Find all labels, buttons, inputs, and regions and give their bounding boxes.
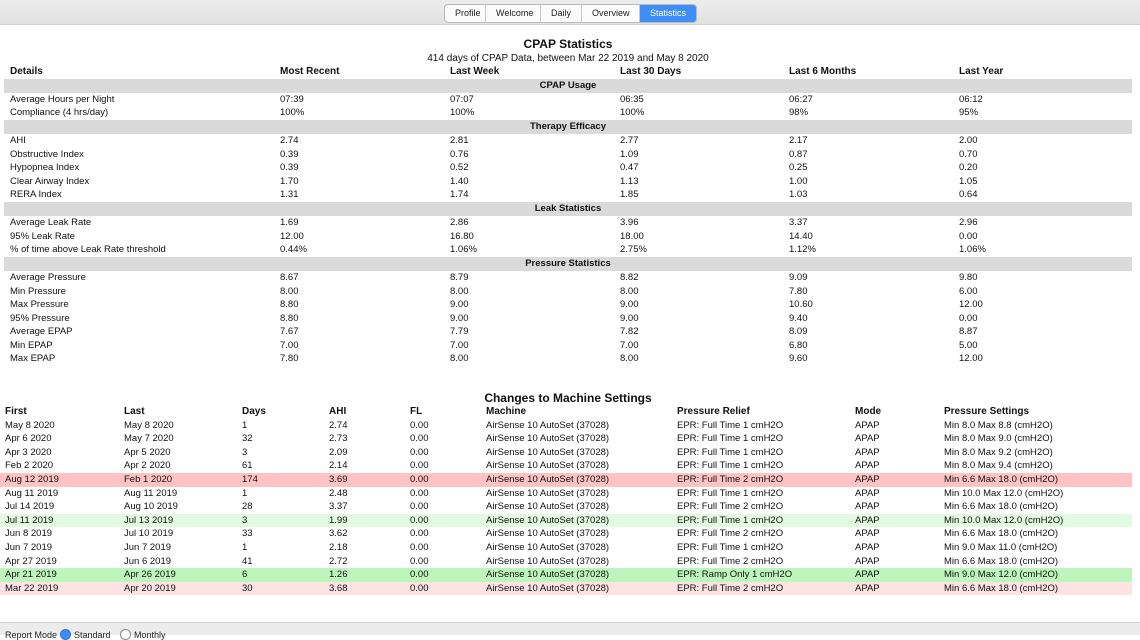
table-cell: 1: [242, 541, 248, 553]
stat-value: 2.75%: [620, 244, 647, 256]
table-cell: May 8 2020: [5, 419, 55, 431]
table-cell: APAP: [850, 473, 939, 487]
tab-bar: [444, 4, 697, 23]
table-cell: Jun 6 2019: [124, 555, 172, 567]
stat-value: 07:07: [450, 93, 474, 105]
table-cell: Mar 22 2019: [0, 582, 119, 596]
table-cell: May 7 2020: [124, 433, 174, 445]
table-row: [0, 555, 1132, 569]
table-cell: 3: [242, 446, 248, 458]
stat-label: Max Pressure: [10, 299, 69, 311]
stat-value: 98%: [789, 107, 809, 119]
stat-value: 12.00: [280, 230, 304, 242]
stat-value: 3.37: [789, 217, 808, 229]
stat-value: 100%: [620, 107, 645, 119]
table-cell: EPR: Ramp Only 1 cmH2O: [672, 568, 850, 582]
table-cell: 33: [242, 528, 253, 540]
stat-value: 8.00: [450, 353, 469, 365]
section-header-row: [4, 120, 1132, 134]
table-cell: Min 6.6 Max 18.0 (cmH2O): [944, 501, 1059, 513]
table-cell: Jul 10 2019: [124, 528, 174, 540]
table-cell: APAP: [855, 433, 880, 445]
table-cell: AirSense 10 AutoSet (37028): [486, 433, 610, 445]
table-cell: 6: [237, 568, 324, 582]
table-cell: 0.00: [405, 514, 481, 528]
table-cell: Min 8.0 Max 8.8 (cmH2O): [944, 419, 1053, 431]
table-cell: Apr 6 2020: [5, 433, 52, 445]
table-cell: 2.48: [329, 487, 348, 499]
stat-value: 100%: [450, 107, 475, 119]
changes-column-header: Last: [124, 406, 145, 417]
stat-value: 0.39: [280, 148, 299, 160]
table-cell: Min 9.0 Max 12.0 (cmH2O): [939, 568, 1132, 582]
table-cell: APAP: [855, 528, 880, 540]
stats-row: [4, 271, 1132, 285]
stat-label: Compliance (4 hrs/day): [10, 107, 109, 119]
stat-value: 06:27: [789, 93, 813, 105]
stat-value: 8.09: [789, 326, 808, 338]
table-cell: APAP: [850, 568, 939, 582]
stat-value: 06:35: [620, 93, 644, 105]
table-row: [0, 446, 1132, 460]
table-cell: Jul 11 2019: [0, 514, 119, 528]
tab-overview[interactable]: Overview: [582, 5, 640, 22]
bottom-toolbar: [0, 622, 1140, 640]
table-cell: 3.69: [324, 473, 405, 487]
stat-value: 0.47: [620, 162, 639, 174]
stat-value: 2.74: [280, 134, 299, 146]
table-cell: 2.14: [329, 460, 348, 472]
stat-label: 95% Pressure: [10, 312, 70, 324]
table-row: [0, 432, 1132, 446]
stat-value: 9.00: [620, 299, 639, 311]
table-row: [0, 487, 1132, 501]
report-mode-label: Report Mode: [5, 630, 58, 640]
table-cell: 1.99: [324, 514, 405, 528]
stats-title: CPAP Statistics: [523, 37, 613, 51]
table-cell: 174: [237, 473, 324, 487]
table-cell: APAP: [850, 582, 939, 596]
table-cell: EPR: Full Time 1 cmH2O: [677, 541, 784, 553]
table-cell: 0.00: [410, 460, 429, 472]
stat-value: 1.00: [789, 175, 808, 187]
stats-column-header: Details: [10, 66, 43, 77]
table-cell: 3: [237, 514, 324, 528]
table-cell: Min 8.0 Max 9.4 (cmH2O): [944, 460, 1053, 472]
table-cell: Min 8.0 Max 9.2 (cmH2O): [944, 446, 1053, 458]
stat-label: Average Leak Rate: [10, 217, 92, 229]
stat-label: Average Hours per Night: [10, 93, 115, 105]
stat-value: 14.40: [789, 230, 813, 242]
table-cell: APAP: [855, 446, 880, 458]
table-cell: AirSense 10 AutoSet (37028): [481, 568, 672, 582]
table-cell: Apr 3 2020: [5, 446, 52, 458]
stats-row: [4, 339, 1132, 353]
table-cell: Jun 7 2019: [5, 541, 53, 553]
table-cell: 3.62: [329, 528, 348, 540]
table-cell: AirSense 10 AutoSet (37028): [486, 541, 610, 553]
table-cell: 28: [242, 501, 253, 513]
table-cell: Apr 5 2020: [124, 446, 171, 458]
changes-column-header: Pressure Relief: [677, 406, 750, 417]
table-cell: EPR: Full Time 1 cmH2O: [672, 514, 850, 528]
stat-value: 8.79: [450, 271, 469, 283]
stat-value: 12.00: [959, 299, 983, 311]
machine-settings-table: [0, 405, 1132, 595]
stats-row: [4, 134, 1132, 148]
stat-value: 8.00: [620, 285, 639, 297]
stat-value: 0.44%: [280, 244, 307, 256]
table-cell: 3.37: [329, 501, 348, 513]
table-cell: AirSense 10 AutoSet (37028): [486, 501, 610, 513]
table-cell: 30: [237, 582, 324, 596]
stat-value: 16.80: [450, 230, 474, 242]
stat-value: 9.60: [789, 353, 808, 365]
table-cell: 0.00: [410, 555, 429, 567]
tab-welcome[interactable]: Welcome: [486, 5, 541, 22]
table-row: [0, 527, 1132, 541]
stat-label: AHI: [10, 134, 26, 146]
table-cell: 41: [242, 555, 253, 567]
table-cell: APAP: [855, 419, 880, 431]
stat-value: 7.00: [620, 339, 639, 351]
stat-label: Clear Airway Index: [10, 175, 90, 187]
stat-value: 8.80: [280, 312, 299, 324]
table-cell: Aug 12 2019: [0, 473, 119, 487]
stat-value: 1.12%: [789, 244, 816, 256]
table-cell: 0.00: [410, 541, 429, 553]
changes-column-header: FL: [410, 406, 423, 417]
table-cell: 32: [242, 433, 253, 445]
section-header-row: [4, 202, 1132, 216]
stats-row: [4, 285, 1132, 299]
stat-value: 2.81: [450, 134, 469, 146]
stat-value: 1.74: [450, 189, 469, 201]
stat-value: 7.82: [620, 326, 639, 338]
stat-value: 8.00: [280, 285, 299, 297]
table-cell: Apr 21 2019: [0, 568, 119, 582]
stat-value: 8.80: [280, 299, 299, 311]
stat-label: Hypopnea Index: [10, 162, 80, 174]
section-title: CPAP Usage: [4, 79, 1132, 93]
stats-column-header: Most Recent: [280, 66, 340, 77]
stats-subtitle: 414 days of CPAP Data, between Mar 22 2019 and May 8 2020: [427, 53, 709, 64]
table-cell: 2.09: [329, 446, 348, 458]
stat-value: 8.00: [620, 353, 639, 365]
table-cell: Min 6.6 Max 18.0 (cmH2O): [944, 555, 1059, 567]
table-cell: 2.74: [329, 419, 348, 431]
table-cell: 2.72: [329, 555, 348, 567]
stat-value: 7.67: [280, 326, 299, 338]
table-cell: 1.26: [324, 568, 405, 582]
table-cell: APAP: [855, 487, 880, 499]
stat-value: 9.00: [450, 299, 469, 311]
cpap-statistics-table: [4, 65, 1132, 366]
radio-monthly-label[interactable]: Monthly: [134, 630, 166, 640]
table-cell: AirSense 10 AutoSet (37028): [486, 446, 610, 458]
changes-column-header: Machine: [486, 406, 527, 417]
stat-value: 100%: [280, 107, 305, 119]
tab-profile[interactable]: Profile: [445, 5, 486, 22]
changes-title: Changes to Machine Settings: [484, 391, 652, 405]
stat-value: 0.64: [959, 189, 978, 201]
table-cell: 0.00: [410, 446, 429, 458]
table-cell: Aug 11 2019: [5, 487, 59, 499]
table-cell: Min 10.0 Max 12.0 (cmH2O): [944, 487, 1064, 499]
table-cell: AirSense 10 AutoSet (37028): [486, 555, 610, 567]
stat-value: 8.67: [280, 271, 299, 283]
stat-label: Max EPAP: [10, 353, 56, 365]
table-cell: 2.18: [329, 541, 348, 553]
stat-value: 1.03: [789, 189, 808, 201]
section-title: Pressure Statistics: [4, 257, 1132, 271]
stat-label: RERA Index: [10, 189, 62, 201]
table-row: [0, 514, 1132, 528]
table-cell: Feb 1 2020: [119, 473, 237, 487]
table-cell: Min 9.0 Max 11.0 (cmH2O): [944, 541, 1058, 553]
stat-value: 9.00: [620, 312, 639, 324]
stat-value: 0.00: [959, 230, 978, 242]
stat-value: 0.70: [959, 148, 978, 160]
changes-column-header: Pressure Settings: [944, 406, 1030, 417]
table-cell: APAP: [850, 514, 939, 528]
section-header-row: [4, 79, 1132, 93]
stats-row: [4, 298, 1132, 312]
table-cell: Apr 20 2019: [119, 582, 237, 596]
table-cell: 0.00: [410, 419, 429, 431]
table-cell: AirSense 10 AutoSet (37028): [486, 528, 610, 540]
stat-value: 0.87: [789, 148, 808, 160]
stat-value: 3.96: [620, 217, 639, 229]
stat-value: 7.00: [450, 339, 469, 351]
table-cell: EPR: Full Time 2 cmH2O: [677, 501, 784, 513]
changes-header-row: [0, 405, 1132, 419]
stat-value: 7.80: [789, 285, 808, 297]
radio-standard[interactable]: [60, 629, 71, 640]
stat-value: 7.00: [280, 339, 299, 351]
table-cell: EPR: Full Time 1 cmH2O: [677, 446, 784, 458]
stat-value: 18.00: [620, 230, 644, 242]
stat-value: 7.80: [280, 353, 299, 365]
stat-label: Average EPAP: [10, 326, 73, 338]
stat-label: Average Pressure: [10, 271, 86, 283]
table-cell: Apr 26 2019: [119, 568, 237, 582]
stats-row: [4, 148, 1132, 162]
stat-value: 1.69: [280, 217, 299, 229]
table-cell: Jul 13 2019: [119, 514, 237, 528]
stat-value: 9.00: [450, 312, 469, 324]
section-title: Leak Statistics: [4, 202, 1132, 216]
table-cell: APAP: [855, 541, 880, 553]
stat-value: 2.77: [620, 134, 639, 146]
table-cell: Apr 2 2020: [124, 460, 171, 472]
stat-value: 95%: [959, 107, 979, 119]
stats-row: [4, 161, 1132, 175]
stat-value: 1.06%: [959, 244, 986, 256]
stat-value: 5.00: [959, 339, 978, 351]
table-cell: AirSense 10 AutoSet (37028): [481, 514, 672, 528]
stat-value: 2.96: [959, 217, 978, 229]
table-row: [0, 582, 1132, 596]
tab-statistics[interactable]: Statistics: [640, 5, 696, 22]
stats-row: [4, 175, 1132, 189]
table-cell: APAP: [855, 555, 880, 567]
table-cell: 1: [242, 419, 248, 431]
table-cell: AirSense 10 AutoSet (37028): [481, 582, 672, 596]
table-cell: 0.00: [410, 528, 429, 540]
table-cell: Apr 27 2019: [5, 555, 57, 567]
stats-row: [4, 93, 1132, 107]
stat-label: Min EPAP: [10, 339, 53, 351]
stat-value: 9.40: [789, 312, 808, 324]
stat-value: 2.86: [450, 217, 469, 229]
table-cell: Min 6.6 Max 18.0 (cmH2O): [944, 528, 1059, 540]
table-cell: EPR: Full Time 1 cmH2O: [677, 433, 784, 445]
table-row: [0, 459, 1132, 473]
table-cell: May 8 2020: [124, 419, 174, 431]
table-row: [0, 419, 1132, 433]
stats-row: [4, 230, 1132, 244]
stat-value: 6.80: [789, 339, 808, 351]
stats-row: [4, 243, 1132, 257]
table-cell: 0.00: [405, 473, 481, 487]
section-header-row: [4, 257, 1132, 271]
stat-value: 1.06%: [450, 244, 477, 256]
stat-value: 6.00: [959, 285, 978, 297]
stats-column-header: Last Week: [450, 66, 500, 77]
stat-value: 2.17: [789, 134, 808, 146]
stats-column-header: Last Year: [959, 66, 1004, 77]
stat-value: 1.31: [280, 189, 299, 201]
stat-value: 0.25: [789, 162, 808, 174]
changes-column-header: First: [5, 406, 27, 417]
top-toolbar: [0, 0, 1140, 25]
stats-column-header: Last 30 Days: [620, 66, 682, 77]
stat-value: 10.60: [789, 299, 813, 311]
table-cell: 1: [242, 487, 248, 499]
stats-row: [4, 325, 1132, 339]
table-cell: EPR: Full Time 1 cmH2O: [677, 460, 784, 472]
stat-value: 06:12: [959, 93, 983, 105]
table-row: [0, 568, 1132, 582]
table-cell: EPR: Full Time 2 cmH2O: [677, 555, 784, 567]
stat-value: 9.09: [789, 271, 808, 283]
table-cell: Jun 7 2019: [124, 541, 172, 553]
table-cell: EPR: Full Time 1 cmH2O: [677, 419, 784, 431]
stat-value: 0.52: [450, 162, 469, 174]
changes-column-header: Days: [242, 406, 266, 417]
stat-value: 1.40: [450, 175, 469, 187]
stat-label: % of time above Leak Rate threshold: [10, 244, 166, 256]
radio-standard-label[interactable]: Standard: [74, 630, 111, 640]
stat-value: 8.87: [959, 326, 978, 338]
stats-row: [4, 188, 1132, 202]
table-cell: AirSense 10 AutoSet (37028): [486, 460, 610, 472]
table-row: [0, 541, 1132, 555]
stats-row: [4, 216, 1132, 230]
table-cell: APAP: [855, 501, 880, 513]
table-cell: EPR: Full Time 2 cmH2O: [677, 528, 784, 540]
stat-value: 2.00: [959, 134, 978, 146]
stat-value: 8.82: [620, 271, 639, 283]
stat-value: 1.85: [620, 189, 639, 201]
table-cell: AirSense 10 AutoSet (37028): [481, 473, 672, 487]
stat-value: 0.00: [959, 312, 978, 324]
table-cell: 0.00: [410, 501, 429, 513]
table-cell: 0.00: [405, 568, 481, 582]
stats-row: [4, 106, 1132, 120]
stat-label: Min Pressure: [10, 285, 66, 297]
changes-column-header: Mode: [855, 406, 882, 417]
stat-value: 9.80: [959, 271, 978, 283]
stat-value: 1.13: [620, 175, 639, 187]
stat-label: Obstructive Index: [10, 148, 84, 160]
table-cell: 0.00: [405, 582, 481, 596]
table-cell: 0.00: [410, 433, 429, 445]
stat-value: 1.05: [959, 175, 978, 187]
table-cell: Min 8.0 Max 9.0 (cmH2O): [944, 433, 1053, 445]
section-title: Therapy Efficacy: [4, 120, 1132, 134]
stats-row: [4, 352, 1132, 366]
stat-value: 12.00: [959, 353, 983, 365]
table-cell: 0.00: [410, 487, 429, 499]
table-cell: 61: [242, 460, 253, 472]
table-cell: EPR: Full Time 2 cmH2O: [672, 582, 850, 596]
table-cell: Min 6.6 Max 18.0 (cmH2O): [939, 473, 1132, 487]
stat-value: 7.79: [450, 326, 469, 338]
table-cell: APAP: [855, 460, 880, 472]
stat-value: 07:39: [280, 93, 304, 105]
table-cell: EPR: Full Time 2 cmH2O: [672, 473, 850, 487]
table-cell: 2.73: [329, 433, 348, 445]
stat-value: 1.09: [620, 148, 639, 160]
stat-value: 0.76: [450, 148, 469, 160]
radio-monthly[interactable]: [120, 629, 131, 640]
table-row: [0, 500, 1132, 514]
stat-value: 0.20: [959, 162, 978, 174]
table-cell: Aug 10 2019: [124, 501, 178, 513]
table-row: [0, 473, 1132, 487]
stat-value: 0.39: [280, 162, 299, 174]
stat-value: 1.70: [280, 175, 299, 187]
stat-value: 8.00: [450, 285, 469, 297]
table-cell: AirSense 10 AutoSet (37028): [486, 419, 610, 431]
table-cell: Feb 2 2020: [5, 460, 54, 472]
table-cell: Jun 8 2019: [5, 528, 53, 540]
table-cell: EPR: Full Time 1 cmH2O: [677, 487, 784, 499]
table-cell: Jul 14 2019: [5, 501, 55, 513]
table-cell: Min 10.0 Max 12.0 (cmH2O): [939, 514, 1132, 528]
stats-header-row: [4, 65, 1132, 79]
table-cell: Min 6.6 Max 18.0 (cmH2O): [939, 582, 1132, 596]
table-cell: Aug 11 2019: [124, 487, 178, 499]
stats-column-header: Last 6 Months: [789, 66, 857, 77]
tab-daily[interactable]: Daily: [541, 5, 582, 22]
changes-column-header: AHI: [329, 406, 347, 417]
table-cell: 3.68: [324, 582, 405, 596]
table-cell: AirSense 10 AutoSet (37028): [486, 487, 610, 499]
stat-label: 95% Leak Rate: [10, 230, 75, 242]
stats-row: [4, 312, 1132, 326]
